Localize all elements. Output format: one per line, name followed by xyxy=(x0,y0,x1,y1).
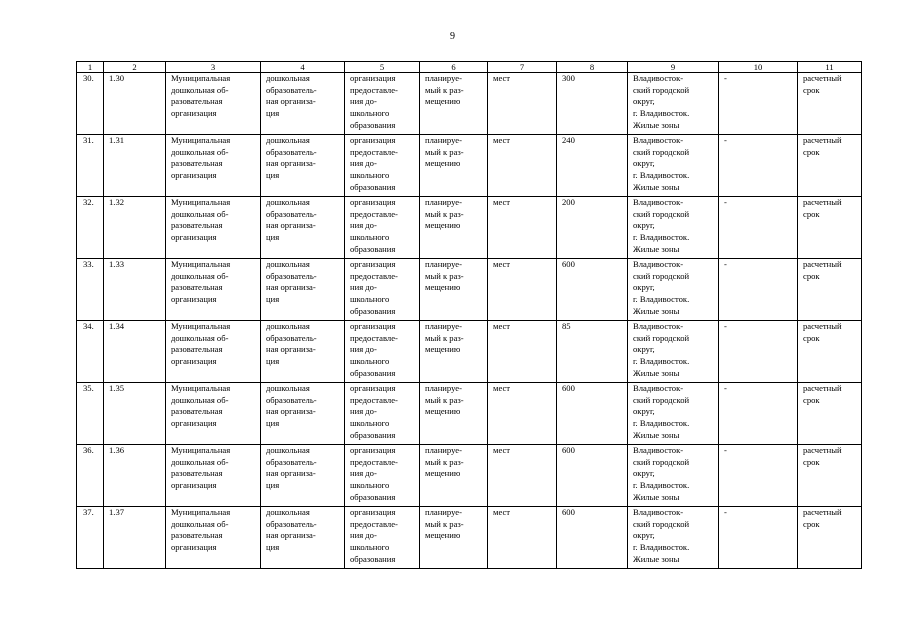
object-location-cell: Владивосток- ский городской округ, г. Владивосток. Жилые зоны xyxy=(628,259,719,321)
object-code-cell: 1.32 xyxy=(104,197,166,259)
row-number-cell: 32. xyxy=(77,197,104,259)
zone-characteristic-cell: - xyxy=(719,507,798,569)
implementation-term-cell: расчетный срок xyxy=(798,73,862,135)
object-location-cell: Владивосток- ский городской округ, г. Владивосток. Жилые зоны xyxy=(628,445,719,507)
table-row xyxy=(77,197,862,259)
page-number: 9 xyxy=(450,31,455,42)
capacity-value-cell: 200 xyxy=(557,197,628,259)
object-location-cell: Владивосток- ский городской округ, г. Владивосток. Жилые зоны xyxy=(628,383,719,445)
column-header: 2 xyxy=(104,62,166,73)
implementation-term-cell: расчетный срок xyxy=(798,383,862,445)
implementation-term-cell: расчетный срок xyxy=(798,445,862,507)
capacity-value-cell: 600 xyxy=(557,259,628,321)
object-code-cell: 1.30 xyxy=(104,73,166,135)
table-row xyxy=(77,445,862,507)
object-status-cell: планируе- мый к раз- мещению xyxy=(420,197,488,259)
row-number-cell: 35. xyxy=(77,383,104,445)
object-purpose-cell: организация предоставле- ния до- школьного образования xyxy=(345,445,420,507)
object-code-cell: 1.31 xyxy=(104,135,166,197)
implementation-term-cell: расчетный срок xyxy=(798,321,862,383)
object-code-cell: 1.36 xyxy=(104,445,166,507)
object-purpose-cell: организация предоставле- ния до- школьного образования xyxy=(345,383,420,445)
row-number-cell: 30. xyxy=(77,73,104,135)
object-name-cell: Муниципальная дошкольная об- разовательная организация xyxy=(166,135,261,197)
object-name-cell: Муниципальная дошкольная об- разовательная организация xyxy=(166,445,261,507)
table-row xyxy=(77,383,862,445)
object-name-cell: Муниципальная дошкольная об- разовательная организация xyxy=(166,383,261,445)
zone-characteristic-cell: - xyxy=(719,321,798,383)
capacity-unit-cell: мест xyxy=(488,135,557,197)
column-header: 6 xyxy=(420,62,488,73)
table-row xyxy=(77,73,862,135)
capacity-value-cell: 85 xyxy=(557,321,628,383)
column-header: 1 xyxy=(77,62,104,73)
object-status-cell: планируе- мый к раз- мещению xyxy=(420,73,488,135)
column-number-row xyxy=(77,62,862,73)
object-code-cell: 1.34 xyxy=(104,321,166,383)
object-name-cell: Муниципальная дошкольная об- разовательная организация xyxy=(166,73,261,135)
object-type-cell: дошкольная образователь- ная организа- ция xyxy=(261,259,345,321)
object-type-cell: дошкольная образователь- ная организа- ция xyxy=(261,445,345,507)
column-header: 8 xyxy=(557,62,628,73)
object-status-cell: планируе- мый к раз- мещению xyxy=(420,259,488,321)
object-location-cell: Владивосток- ский городской округ, г. Владивосток. Жилые зоны xyxy=(628,73,719,135)
capacity-unit-cell: мест xyxy=(488,259,557,321)
column-header: 9 xyxy=(628,62,719,73)
row-number-cell: 36. xyxy=(77,445,104,507)
object-code-cell: 1.35 xyxy=(104,383,166,445)
implementation-term-cell: расчетный срок xyxy=(798,135,862,197)
object-location-cell: Владивосток- ский городской округ, г. Владивосток. Жилые зоны xyxy=(628,507,719,569)
object-status-cell: планируе- мый к раз- мещению xyxy=(420,383,488,445)
zone-characteristic-cell: - xyxy=(719,197,798,259)
zone-characteristic-cell: - xyxy=(719,445,798,507)
zone-characteristic-cell: - xyxy=(719,73,798,135)
column-header: 11 xyxy=(798,62,862,73)
object-purpose-cell: организация предоставле- ния до- школьного образования xyxy=(345,321,420,383)
object-location-cell: Владивосток- ский городской округ, г. Владивосток. Жилые зоны xyxy=(628,135,719,197)
table-row xyxy=(77,321,862,383)
object-location-cell: Владивосток- ский городской округ, г. Владивосток. Жилые зоны xyxy=(628,197,719,259)
object-type-cell: дошкольная образователь- ная организа- ция xyxy=(261,135,345,197)
object-purpose-cell: организация предоставле- ния до- школьного образования xyxy=(345,135,420,197)
object-type-cell: дошкольная образователь- ная организа- ция xyxy=(261,73,345,135)
object-purpose-cell: организация предоставле- ния до- школьного образования xyxy=(345,197,420,259)
column-header: 3 xyxy=(166,62,261,73)
column-header: 5 xyxy=(345,62,420,73)
row-number-cell: 34. xyxy=(77,321,104,383)
object-purpose-cell: организация предоставле- ния до- школьного образования xyxy=(345,507,420,569)
row-number-cell: 31. xyxy=(77,135,104,197)
object-name-cell: Муниципальная дошкольная об- разовательная организация xyxy=(166,507,261,569)
objects-table xyxy=(76,61,862,569)
table-row xyxy=(77,507,862,569)
capacity-unit-cell: мест xyxy=(488,507,557,569)
capacity-unit-cell: мест xyxy=(488,445,557,507)
row-number-cell: 33. xyxy=(77,259,104,321)
row-number-cell: 37. xyxy=(77,507,104,569)
object-code-cell: 1.37 xyxy=(104,507,166,569)
capacity-unit-cell: мест xyxy=(488,321,557,383)
table-row xyxy=(77,259,862,321)
object-name-cell: Муниципальная дошкольная об- разовательная организация xyxy=(166,259,261,321)
column-header: 4 xyxy=(261,62,345,73)
capacity-value-cell: 240 xyxy=(557,135,628,197)
object-purpose-cell: организация предоставле- ния до- школьного образования xyxy=(345,259,420,321)
zone-characteristic-cell: - xyxy=(719,259,798,321)
implementation-term-cell: расчетный срок xyxy=(798,259,862,321)
table-body xyxy=(77,73,862,569)
zone-characteristic-cell: - xyxy=(719,135,798,197)
capacity-value-cell: 600 xyxy=(557,383,628,445)
object-status-cell: планируе- мый к раз- мещению xyxy=(420,321,488,383)
capacity-unit-cell: мест xyxy=(488,73,557,135)
column-header: 7 xyxy=(488,62,557,73)
object-status-cell: планируе- мый к раз- мещению xyxy=(420,507,488,569)
object-type-cell: дошкольная образователь- ная организа- ция xyxy=(261,321,345,383)
object-name-cell: Муниципальная дошкольная об- разовательная организация xyxy=(166,321,261,383)
object-status-cell: планируе- мый к раз- мещению xyxy=(420,135,488,197)
capacity-value-cell: 300 xyxy=(557,73,628,135)
column-header: 10 xyxy=(719,62,798,73)
object-type-cell: дошкольная образователь- ная организа- ция xyxy=(261,383,345,445)
implementation-term-cell: расчетный срок xyxy=(798,507,862,569)
object-location-cell: Владивосток- ский городской округ, г. Владивосток. Жилые зоны xyxy=(628,321,719,383)
capacity-unit-cell: мест xyxy=(488,383,557,445)
object-purpose-cell: организация предоставле- ния до- школьного образования xyxy=(345,73,420,135)
object-name-cell: Муниципальная дошкольная об- разовательная организация xyxy=(166,197,261,259)
object-status-cell: планируе- мый к раз- мещению xyxy=(420,445,488,507)
capacity-unit-cell: мест xyxy=(488,197,557,259)
object-type-cell: дошкольная образователь- ная организа- ция xyxy=(261,507,345,569)
object-type-cell: дошкольная образователь- ная организа- ция xyxy=(261,197,345,259)
implementation-term-cell: расчетный срок xyxy=(798,197,862,259)
table-row xyxy=(77,135,862,197)
object-code-cell: 1.33 xyxy=(104,259,166,321)
zone-characteristic-cell: - xyxy=(719,383,798,445)
capacity-value-cell: 600 xyxy=(557,507,628,569)
capacity-value-cell: 600 xyxy=(557,445,628,507)
